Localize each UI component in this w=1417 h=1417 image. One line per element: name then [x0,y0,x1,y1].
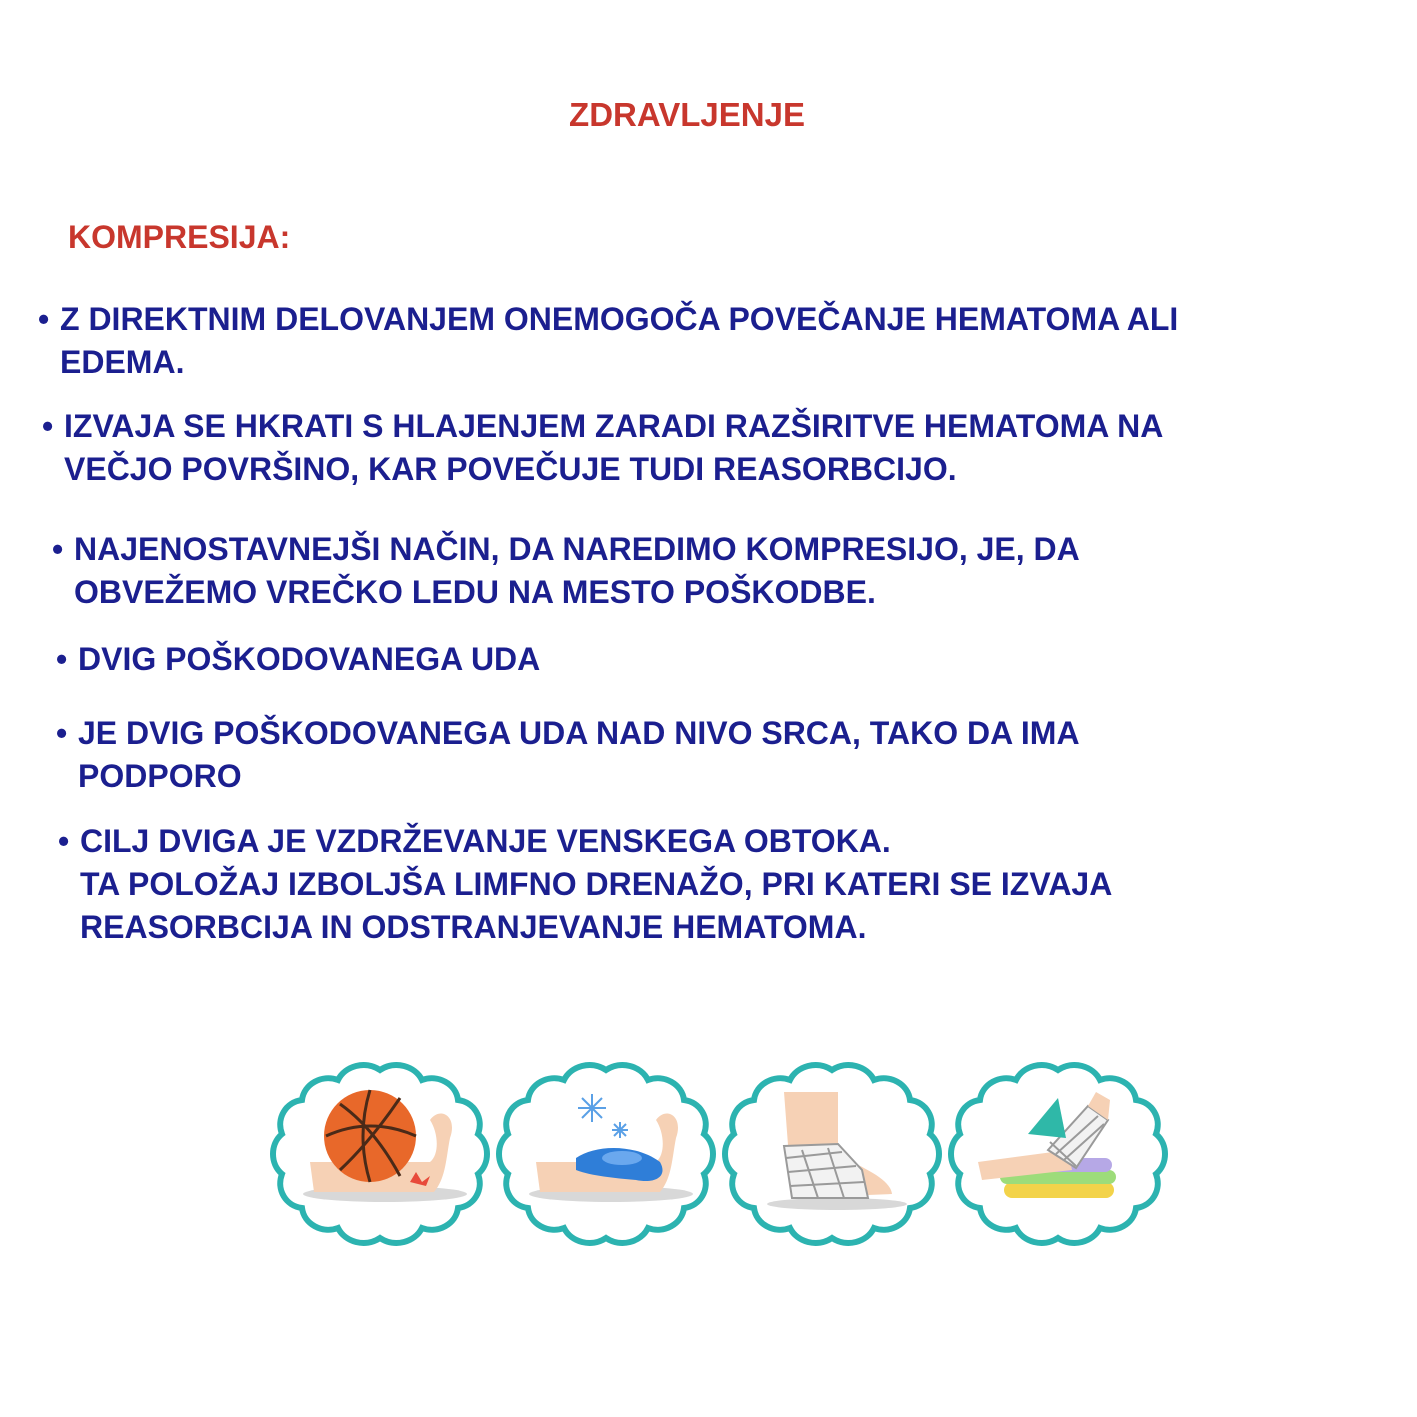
bullet-text: NAJENOSTAVNEJŠI NAČIN, DA NAREDIMO KOMPRESIJO, JE, DA [74,531,1080,567]
page-title: ZDRAVLJENJE [569,96,805,133]
bullet-text: DVIG POŠKODOVANEGA UDA [78,641,541,677]
bullet-1 [38,298,1178,384]
bullet-text: CILJ DVIGA JE VZDRŽEVANJE VENSKEGA OBTOKA. [80,823,891,859]
section-heading: KOMPRESIJA: [68,219,291,255]
bullet-text: PODPORO [78,758,242,794]
bullet-text: JE DVIG POŠKODOVANEGA UDA NAD NIVO SRCA, TAKO DA IMA [78,715,1080,751]
bullet-5 [56,712,1080,798]
injury-icon [270,1058,490,1253]
bullet-4 [56,638,540,681]
bullet-dot: • [52,531,64,567]
bullet-dot: • [38,301,50,337]
bandage-icon [722,1058,942,1253]
bullet-text: TA POLOŽAJ IZBOLJŠA LIMFNO DRENAŽO, PRI KATERI SE IZVAJA [80,866,1113,902]
ice-pack-icon [496,1058,716,1253]
bullet-text: VEČJO POVRŠINO, KAR POVEČUJE TUDI REASORBCIJO. [64,451,957,487]
bullet-text: Z DIREKTNIM DELOVANJEM ONEMOGOČA POVEČANJE HEMATOMA ALI [60,301,1179,337]
bullet-dot: • [56,715,68,751]
bullet-text: OBVEŽEMO VREČKO LEDU NA MESTO POŠKODBE. [74,574,876,610]
bullet-2 [42,405,1163,491]
bullet-text: IZVAJA SE HKRATI S HLAJENJEM ZARADI RAZŠIRITVE HEMATOMA NA [64,408,1164,444]
bullet-3 [52,528,1080,614]
bullet-dot: • [58,823,70,859]
bullet-text: EDEMA. [60,344,185,380]
bullet-6 [58,820,1112,949]
bullet-dot: • [42,408,54,444]
bullet-text: REASORBCIJA IN ODSTRANJEVANJE HEMATOMA. [80,909,867,945]
elevation-icon [948,1058,1168,1253]
bullet-dot: • [56,641,68,677]
